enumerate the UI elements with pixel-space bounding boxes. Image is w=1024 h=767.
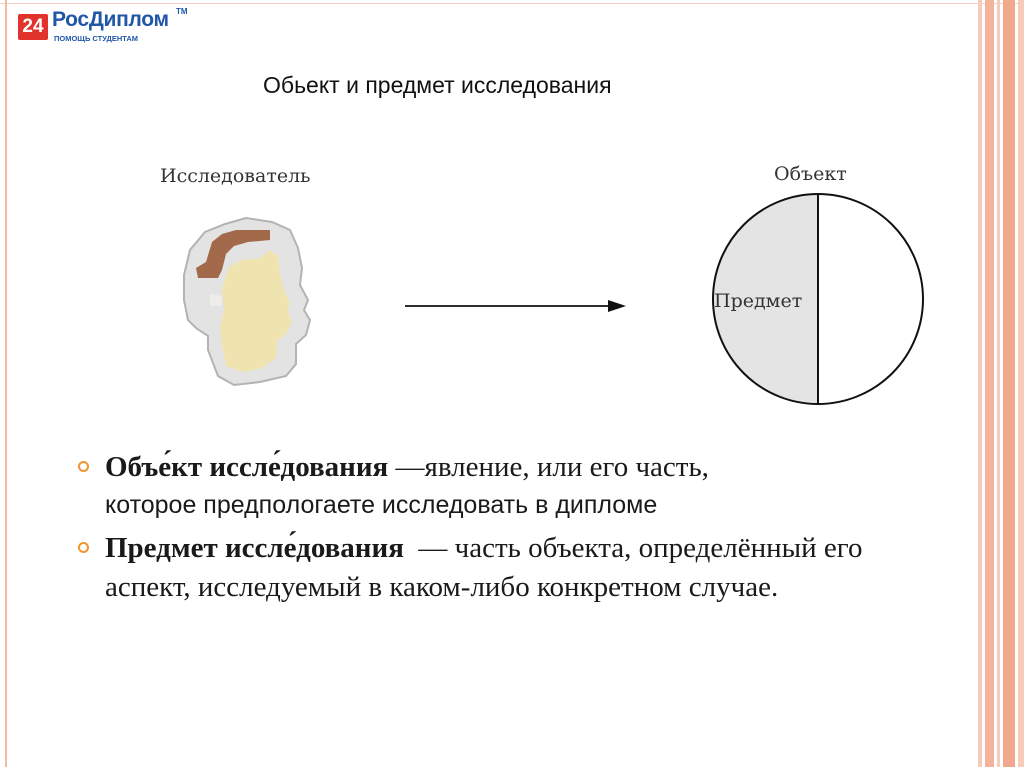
bullet-list [78,448,938,607]
object-term: Объе́кт иссле́дования [105,451,389,483]
frame-top-line [0,3,1024,4]
slide-title: Обьект и предмет исследования [263,72,612,98]
diagram [150,150,950,430]
logo-badge: 24 [18,14,48,40]
researcher-label: Исследователь [160,165,311,187]
logo-name: РосДиплом [52,8,169,31]
frame-left-line [5,0,7,767]
head-icon [184,218,310,385]
object-label: Объект [774,163,847,185]
object-definition: —явление, или его часть, [388,451,709,483]
bullet-circle-icon [78,542,89,553]
bullet-object [78,448,938,523]
decorative-stripes [978,0,1024,767]
logo-tagline: ПОМОЩЬ СТУДЕНТАМ [54,34,139,43]
rosdiplom-logo [18,8,208,48]
subject-definition: — часть объекта, определённый его аспект, исследуемый в каком-либо конкретном случае. [105,532,870,603]
object-definition-continuation: которое предпологаете исследовать в дипломе [105,491,658,519]
arrow-icon [405,300,626,312]
bullet-circle-icon [78,461,89,472]
subject-term: Предмет иссле́дования [105,532,404,564]
logo-trademark: TM [176,7,188,16]
bullet-subject [78,529,938,607]
subject-label: Предмет [714,290,803,312]
